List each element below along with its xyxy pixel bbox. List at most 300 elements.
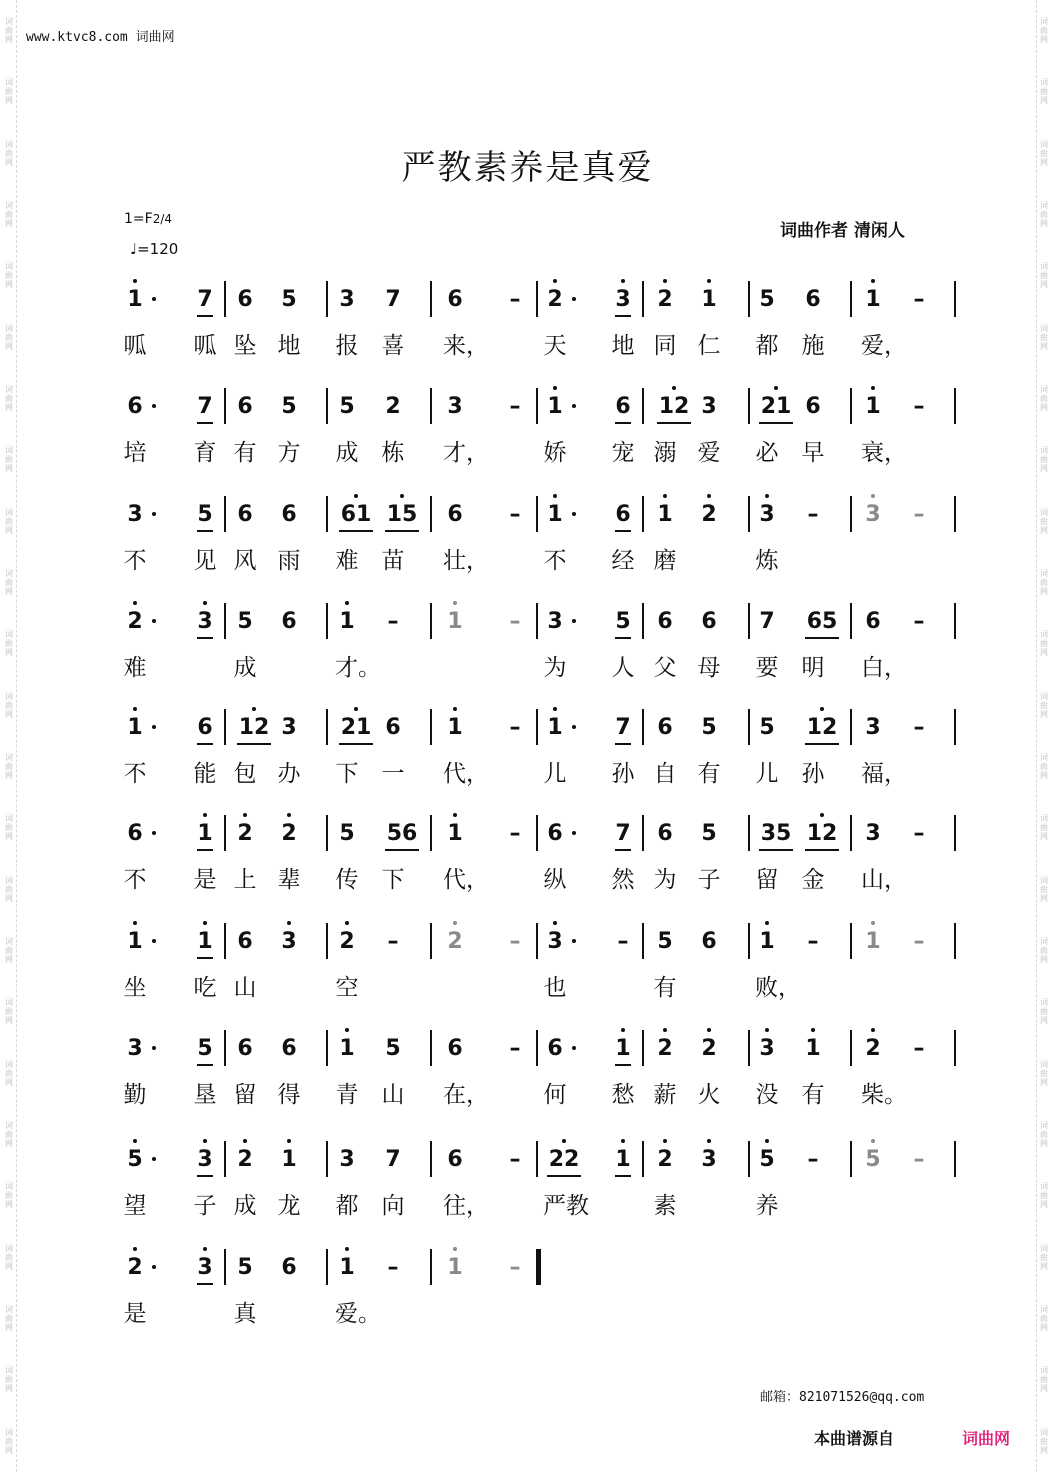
lyric-char: 辈 bbox=[277, 867, 301, 893]
eighth-underline bbox=[339, 743, 373, 745]
barline bbox=[748, 1141, 750, 1177]
lyric-char: 爱。 bbox=[335, 1301, 381, 1327]
barline bbox=[536, 709, 538, 745]
barline bbox=[224, 496, 226, 532]
source-label: 本曲谱源自 bbox=[814, 1429, 895, 1448]
watermark-text: 词曲网 bbox=[4, 201, 14, 229]
lyric-char: 壮， bbox=[443, 548, 489, 574]
eighth-underline bbox=[615, 422, 631, 424]
note: 3 bbox=[701, 394, 717, 419]
hold-dash: – bbox=[617, 929, 629, 954]
lyric-char: 磨 bbox=[653, 548, 677, 574]
high-octave-dot bbox=[133, 921, 137, 925]
note: 1 bbox=[610, 1147, 636, 1173]
note: 6 bbox=[237, 1036, 253, 1061]
lyric-char: 才， bbox=[443, 440, 489, 466]
augmentation-dot bbox=[152, 1046, 156, 1050]
high-octave-dot bbox=[203, 1247, 207, 1251]
lyric-char: 成 bbox=[233, 1193, 257, 1219]
high-octave-dot bbox=[871, 1028, 875, 1032]
barline bbox=[748, 496, 750, 532]
high-octave-dot bbox=[553, 279, 557, 283]
watermark-text: 词曲网 bbox=[4, 753, 14, 781]
barline bbox=[954, 496, 956, 532]
eighth-underline bbox=[197, 637, 213, 639]
high-octave-dot bbox=[354, 494, 358, 498]
lyric-char: 纵 bbox=[543, 867, 567, 893]
lyric-char: 山 bbox=[233, 975, 257, 1001]
note: 3 bbox=[192, 609, 218, 635]
note: 5 bbox=[860, 1147, 886, 1173]
eighth-underline bbox=[805, 743, 839, 745]
lyric-char: 报 bbox=[335, 333, 359, 359]
lyric-char: 自 bbox=[653, 761, 677, 787]
augmentation-dot bbox=[152, 619, 156, 623]
lyric-char: 为 bbox=[543, 655, 567, 681]
lyric-char: 为 bbox=[653, 867, 677, 893]
lyric-char: 不 bbox=[543, 548, 567, 574]
high-octave-dot bbox=[707, 494, 711, 498]
lyric-char: 不 bbox=[123, 548, 147, 574]
barline bbox=[536, 1030, 538, 1066]
note: 5 bbox=[754, 1147, 780, 1173]
hold-dash: – bbox=[509, 1147, 521, 1172]
note: 3 bbox=[542, 929, 568, 955]
high-octave-dot bbox=[871, 921, 875, 925]
lyric-row bbox=[120, 1187, 960, 1217]
high-octave-dot bbox=[765, 1028, 769, 1032]
barline bbox=[430, 709, 432, 745]
lyric-row bbox=[120, 649, 960, 679]
watermark-text: 词曲网 bbox=[1039, 323, 1049, 351]
note: 7 bbox=[385, 1147, 401, 1172]
note: 1 bbox=[122, 929, 148, 955]
barline bbox=[326, 496, 328, 532]
eighth-underline bbox=[805, 849, 839, 851]
note: 5 bbox=[281, 287, 297, 312]
lyric-char: 必 bbox=[755, 440, 779, 466]
high-octave-dot bbox=[663, 279, 667, 283]
key-signature bbox=[124, 211, 172, 227]
lyric-row bbox=[120, 434, 960, 464]
note: 7 bbox=[610, 715, 636, 741]
lyric-char: 勤 bbox=[123, 1082, 147, 1108]
notation-row bbox=[120, 819, 960, 859]
barline bbox=[954, 923, 956, 959]
barline bbox=[642, 1141, 644, 1177]
source-brand-link[interactable]: 词曲网 bbox=[962, 1429, 1011, 1448]
eighth-underline bbox=[615, 849, 631, 851]
lyric-char: 是 bbox=[193, 867, 217, 893]
barline bbox=[642, 603, 644, 639]
watermark-text: 词曲网 bbox=[4, 507, 14, 535]
watermark-text: 词曲网 bbox=[4, 323, 14, 351]
lyric-char: 人 bbox=[611, 655, 635, 681]
tempo-marking bbox=[130, 240, 178, 258]
high-octave-dot bbox=[553, 921, 557, 925]
lyric-char: 火 bbox=[697, 1082, 721, 1108]
high-octave-dot bbox=[203, 921, 207, 925]
high-octave-dot bbox=[133, 707, 137, 711]
barline bbox=[430, 923, 432, 959]
barline bbox=[850, 709, 852, 745]
note: 5 bbox=[122, 1147, 148, 1173]
note: 3 bbox=[754, 1036, 780, 1062]
augmentation-dot bbox=[572, 512, 576, 516]
lyric-char: 母 bbox=[697, 655, 721, 681]
note: 6 bbox=[805, 394, 821, 419]
barline bbox=[642, 281, 644, 317]
note: 1 bbox=[542, 394, 568, 420]
note: 12 bbox=[800, 715, 844, 741]
lyric-char: 留 bbox=[755, 867, 779, 893]
note: 56 bbox=[380, 821, 424, 847]
note: 2 bbox=[696, 1036, 722, 1062]
watermark-text: 词曲网 bbox=[4, 1427, 14, 1455]
high-octave-dot bbox=[621, 1139, 625, 1143]
note: 2 bbox=[652, 1147, 678, 1173]
lyric-char: 坐 bbox=[123, 975, 147, 1001]
watermark-text: 词曲网 bbox=[1039, 1121, 1049, 1149]
note: 1 bbox=[696, 287, 722, 313]
hold-dash: – bbox=[913, 394, 925, 419]
note: 6 bbox=[542, 821, 568, 847]
left-watermark-strip bbox=[2, 0, 17, 1472]
note: 5 bbox=[657, 929, 673, 954]
barline bbox=[536, 388, 538, 424]
high-octave-dot bbox=[400, 494, 404, 498]
lyric-char: 包 bbox=[233, 761, 257, 787]
lyric-char: 留 bbox=[233, 1082, 257, 1108]
lyric-row bbox=[120, 755, 960, 785]
lyric-char: 天 bbox=[543, 333, 567, 359]
note: 3 bbox=[860, 502, 886, 528]
lyric-char: 溺 bbox=[653, 440, 677, 466]
watermark-text: 词曲网 bbox=[1039, 201, 1049, 229]
watermark-text: 词曲网 bbox=[4, 1305, 14, 1333]
barline bbox=[954, 709, 956, 745]
hold-dash: – bbox=[509, 929, 521, 954]
note: 22 bbox=[542, 1147, 586, 1173]
lyric-row bbox=[120, 1295, 960, 1325]
lyric-char: 代， bbox=[443, 761, 489, 787]
note: 2 bbox=[232, 821, 258, 847]
lyric-char: 下 bbox=[335, 761, 359, 787]
watermark-text: 词曲网 bbox=[4, 17, 14, 45]
hold-dash: – bbox=[387, 609, 399, 634]
note: 3 bbox=[276, 929, 302, 955]
hold-dash: – bbox=[509, 609, 521, 634]
notation-row bbox=[120, 285, 960, 325]
notation-row bbox=[120, 1034, 960, 1074]
note: 5 bbox=[339, 394, 355, 419]
note: 1 bbox=[610, 1036, 636, 1062]
watermark-text: 词曲网 bbox=[4, 569, 14, 597]
note: 7 bbox=[192, 394, 218, 420]
note: 2 bbox=[122, 609, 148, 635]
watermark-text: 词曲网 bbox=[1039, 875, 1049, 903]
watermark-text: 词曲网 bbox=[1039, 17, 1049, 45]
barline bbox=[430, 815, 432, 851]
hold-dash: – bbox=[807, 929, 819, 954]
note: 3 bbox=[339, 1147, 355, 1172]
watermark-text: 词曲网 bbox=[1039, 1243, 1049, 1271]
barline bbox=[224, 388, 226, 424]
final-barline bbox=[536, 1249, 541, 1285]
watermark-text: 词曲网 bbox=[4, 630, 14, 658]
watermark-text: 词曲网 bbox=[4, 998, 14, 1026]
high-octave-dot bbox=[663, 1139, 667, 1143]
note: 6 bbox=[447, 287, 463, 312]
note: 5 bbox=[701, 821, 717, 846]
note: 2 bbox=[442, 929, 468, 955]
augmentation-dot bbox=[572, 939, 576, 943]
lyric-char: 地 bbox=[611, 333, 635, 359]
lyric-char: 成 bbox=[233, 655, 257, 681]
high-octave-dot bbox=[871, 1139, 875, 1143]
composer-credit: 词曲作者 清闲人 bbox=[780, 221, 905, 241]
lyric-char: 真 bbox=[233, 1301, 257, 1327]
note: 2 bbox=[652, 1036, 678, 1062]
note: 7 bbox=[759, 609, 775, 634]
watermark-text: 词曲网 bbox=[4, 1366, 14, 1394]
eighth-underline bbox=[339, 530, 373, 532]
lyric-row bbox=[120, 861, 960, 891]
note: 1 bbox=[122, 287, 148, 313]
lyric-char: 在， bbox=[443, 1082, 489, 1108]
lyric-char: 一 bbox=[381, 761, 405, 787]
note: 1 bbox=[754, 929, 780, 955]
lyric-char: 龙 bbox=[277, 1193, 301, 1219]
quarter-note-icon: ♩ bbox=[130, 240, 138, 258]
barline bbox=[326, 815, 328, 851]
time-signature: 2/4 bbox=[152, 212, 173, 226]
note: 1 bbox=[442, 609, 468, 635]
augmentation-dot bbox=[572, 619, 576, 623]
barline bbox=[748, 281, 750, 317]
high-octave-dot bbox=[811, 1028, 815, 1032]
barline bbox=[430, 1030, 432, 1066]
note: 6 bbox=[281, 502, 297, 527]
lyric-char: 明 bbox=[801, 655, 825, 681]
augmentation-dot bbox=[572, 725, 576, 729]
eighth-underline bbox=[385, 530, 419, 532]
eighth-underline bbox=[759, 422, 793, 424]
note: 5 bbox=[192, 502, 218, 528]
high-octave-dot bbox=[765, 921, 769, 925]
note: 6 bbox=[542, 1036, 568, 1062]
barline bbox=[430, 1141, 432, 1177]
eighth-underline bbox=[759, 849, 793, 851]
watermark-text: 词曲网 bbox=[4, 139, 14, 167]
hold-dash: – bbox=[913, 502, 925, 527]
augmentation-dot bbox=[572, 831, 576, 835]
lyric-char: 垦 bbox=[193, 1082, 217, 1108]
high-octave-dot bbox=[345, 1247, 349, 1251]
barline bbox=[954, 388, 956, 424]
watermark-text: 词曲网 bbox=[4, 446, 14, 474]
barline bbox=[850, 388, 852, 424]
barline bbox=[642, 496, 644, 532]
note: 6 bbox=[192, 715, 218, 741]
note: 5 bbox=[385, 1036, 401, 1061]
barline bbox=[850, 923, 852, 959]
lyric-char: 是 bbox=[123, 1301, 147, 1327]
lyric-char: 空 bbox=[335, 975, 359, 1001]
note: 6 bbox=[385, 715, 401, 740]
watermark-text: 词曲网 bbox=[4, 1059, 14, 1087]
high-octave-dot bbox=[707, 1139, 711, 1143]
augmentation-dot bbox=[152, 939, 156, 943]
hold-dash: – bbox=[913, 929, 925, 954]
barline bbox=[642, 709, 644, 745]
barline bbox=[430, 281, 432, 317]
high-octave-dot bbox=[133, 1247, 137, 1251]
barline bbox=[326, 388, 328, 424]
hold-dash: – bbox=[509, 1255, 521, 1280]
high-octave-dot bbox=[562, 1139, 566, 1143]
lyric-char: 同 bbox=[653, 333, 677, 359]
barline bbox=[536, 923, 538, 959]
eighth-underline bbox=[197, 849, 213, 851]
augmentation-dot bbox=[572, 297, 576, 301]
hold-dash: – bbox=[913, 287, 925, 312]
watermark-text: 词曲网 bbox=[1039, 446, 1049, 474]
lyric-char: 望 bbox=[123, 1193, 147, 1219]
lyric-char: 仁 bbox=[697, 333, 721, 359]
note: 6 bbox=[805, 287, 821, 312]
note: 5 bbox=[701, 715, 717, 740]
note: 61 bbox=[334, 502, 378, 528]
note: 6 bbox=[610, 502, 636, 528]
note: 7 bbox=[192, 287, 218, 313]
site-url[interactable]: www.ktvc8.com 词曲网 bbox=[26, 30, 175, 45]
high-octave-dot bbox=[345, 1028, 349, 1032]
note: 5 bbox=[237, 1255, 253, 1280]
high-octave-dot bbox=[774, 386, 778, 390]
lyric-char: 呱 bbox=[123, 333, 147, 359]
high-octave-dot bbox=[553, 386, 557, 390]
lyric-char: 培 bbox=[123, 440, 147, 466]
note: 6 bbox=[701, 929, 717, 954]
note: 1 bbox=[860, 929, 886, 955]
lyric-char: 养 bbox=[755, 1193, 779, 1219]
note: 3 bbox=[339, 287, 355, 312]
barline bbox=[954, 281, 956, 317]
high-octave-dot bbox=[707, 1028, 711, 1032]
note: 12 bbox=[652, 394, 696, 420]
lyric-row bbox=[120, 542, 960, 572]
barline bbox=[536, 496, 538, 532]
note: 3 bbox=[610, 287, 636, 313]
note: 3 bbox=[754, 502, 780, 528]
contact-email: 邮箱：821071526@qq.com bbox=[760, 1390, 925, 1405]
barline bbox=[430, 388, 432, 424]
note: 2 bbox=[652, 287, 678, 313]
watermark-text: 词曲网 bbox=[1039, 1366, 1049, 1394]
note: 5 bbox=[759, 287, 775, 312]
note: 6 bbox=[281, 1255, 297, 1280]
augmentation-dot bbox=[152, 1157, 156, 1161]
lyric-char: 有 bbox=[653, 975, 677, 1001]
note: 1 bbox=[122, 715, 148, 741]
watermark-text: 词曲网 bbox=[1039, 385, 1049, 413]
barline bbox=[430, 603, 432, 639]
barline bbox=[430, 496, 432, 532]
augmentation-dot bbox=[152, 404, 156, 408]
augmentation-dot bbox=[152, 725, 156, 729]
note: 2 bbox=[276, 821, 302, 847]
lyric-char: 吃 bbox=[193, 975, 217, 1001]
barline bbox=[748, 1030, 750, 1066]
watermark-text: 词曲网 bbox=[4, 691, 14, 719]
watermark-text: 词曲网 bbox=[1039, 814, 1049, 842]
watermark-text: 词曲网 bbox=[4, 1121, 14, 1149]
notation-row bbox=[120, 1145, 960, 1185]
barline bbox=[224, 603, 226, 639]
note: 21 bbox=[334, 715, 378, 741]
lyric-char: 苗 bbox=[381, 548, 405, 574]
high-octave-dot bbox=[203, 601, 207, 605]
page-title: 严教素养是真爱 bbox=[401, 148, 654, 188]
lyric-char: 有 bbox=[233, 440, 257, 466]
note: 12 bbox=[800, 821, 844, 847]
watermark-text: 词曲网 bbox=[4, 814, 14, 842]
barline bbox=[850, 815, 852, 851]
lyric-char: 都 bbox=[335, 1193, 359, 1219]
watermark-text: 词曲网 bbox=[1039, 569, 1049, 597]
high-octave-dot bbox=[871, 386, 875, 390]
note: 6 bbox=[447, 502, 463, 527]
notation-row bbox=[120, 927, 960, 967]
barline bbox=[850, 1030, 852, 1066]
lyric-char: 难 bbox=[123, 655, 147, 681]
note: 6 bbox=[122, 821, 148, 847]
eighth-underline bbox=[197, 1175, 213, 1177]
high-octave-dot bbox=[354, 707, 358, 711]
hold-dash: – bbox=[509, 821, 521, 846]
lyric-char: 素 bbox=[653, 1193, 677, 1219]
eighth-underline bbox=[197, 422, 213, 424]
lyric-char: 严教 bbox=[543, 1193, 589, 1219]
note: 1 bbox=[860, 394, 886, 420]
watermark-text: 词曲网 bbox=[1039, 998, 1049, 1026]
watermark-text: 词曲网 bbox=[4, 385, 14, 413]
note: 6 bbox=[122, 394, 148, 420]
lyric-char: 孙 bbox=[801, 761, 825, 787]
note: 3 bbox=[865, 715, 881, 740]
high-octave-dot bbox=[287, 813, 291, 817]
high-octave-dot bbox=[765, 494, 769, 498]
note: 5 bbox=[237, 609, 253, 634]
lyric-char: 栋 bbox=[381, 440, 405, 466]
lyric-char: 有 bbox=[697, 761, 721, 787]
lyric-char: 何 bbox=[543, 1082, 567, 1108]
eighth-underline bbox=[197, 1283, 213, 1285]
watermark-text: 词曲网 bbox=[1039, 937, 1049, 965]
high-octave-dot bbox=[345, 601, 349, 605]
barline bbox=[954, 603, 956, 639]
lyric-char: 炼 bbox=[755, 548, 779, 574]
high-octave-dot bbox=[133, 1139, 137, 1143]
note: 1 bbox=[652, 502, 678, 528]
lyric-char: 山 bbox=[381, 1082, 405, 1108]
high-octave-dot bbox=[663, 1028, 667, 1032]
barline bbox=[224, 815, 226, 851]
eighth-underline bbox=[237, 743, 271, 745]
hold-dash: – bbox=[509, 502, 521, 527]
lyric-char: 金 bbox=[801, 867, 825, 893]
